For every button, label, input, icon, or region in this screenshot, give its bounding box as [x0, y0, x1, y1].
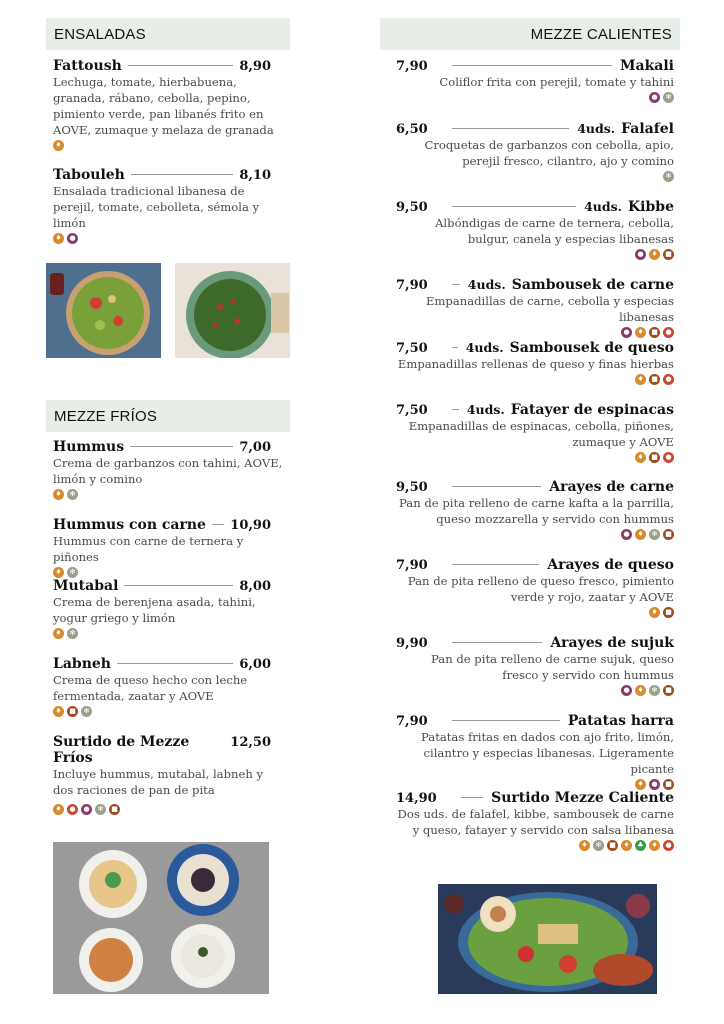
item-price: 7,90 [396, 558, 428, 573]
gluten-icon: ♦ [649, 840, 660, 851]
gluten-icon: ♦ [635, 374, 646, 385]
menu-item-mutabal [53, 578, 285, 639]
menu-item-falafel [396, 121, 674, 182]
menu-item-kibbe [396, 199, 674, 260]
item-price: 6,50 [396, 122, 428, 137]
gluten-icon: ♦ [649, 607, 660, 618]
gluten-icon: ♦ [635, 529, 646, 540]
celery-icon: ♣ [635, 840, 646, 851]
dairy-icon: ■ [663, 607, 674, 618]
item-price: 8,00 [239, 579, 271, 594]
gluten-icon: ♦ [635, 452, 646, 463]
item-name: Mutabal [53, 578, 119, 594]
item-description: Ensalada tradicional libanesa de perejil, tomate, cebolleta, sémola y limón [53, 184, 260, 230]
nuts-icon: ● [621, 327, 632, 338]
section-header-mezze-calientes [380, 18, 680, 50]
item-name: Falafel [621, 121, 674, 137]
mezze-frios-photo [53, 842, 269, 994]
sesame-icon: ✻ [67, 489, 78, 500]
menu-item-patatas-harra [396, 713, 674, 790]
dairy-icon: ■ [649, 452, 660, 463]
nuts-icon: ● [81, 804, 92, 815]
fattoush-photo [46, 263, 161, 358]
item-name: Arayes de queso [547, 557, 674, 573]
item-price: 14,90 [396, 791, 437, 806]
menu-item-sambousek-queso [396, 340, 674, 385]
menu-item-tabouleh [53, 167, 285, 244]
nuts-icon: ● [649, 779, 660, 790]
item-name: Hummus con carne [53, 517, 206, 533]
sesame-icon: ✻ [649, 529, 660, 540]
item-description: Croquetas de garbanzos con cebolla, apio, perejil fresco, cilantro, ajo y comino [424, 138, 674, 168]
section-header-ensaladas [46, 18, 290, 50]
sesame-icon: ✻ [649, 685, 660, 696]
item-price: 7,90 [396, 59, 428, 74]
egg-icon: ● [663, 374, 674, 385]
sesame-icon: ✻ [81, 706, 92, 717]
item-name: Tabouleh [53, 167, 125, 183]
sesame-icon: ✻ [663, 92, 674, 103]
section-title: MEZZE CALIENTES [530, 25, 672, 43]
item-description: Pan de pita relleno de queso fresco, pimiento verde y rojo, zaatar y AOVE [407, 574, 674, 604]
item-quantity: 4uds. [466, 402, 505, 417]
gluten-icon: ♦ [621, 840, 632, 851]
item-description: Lechuga, tomate, hierbabuena, granada, rábano, cebolla, pepino, pimiento verde, pan libanés frito en AOVE, zumaque y melaza de granada [53, 75, 274, 137]
dairy-icon: ■ [67, 706, 78, 717]
item-description: Albóndigas de carne de ternera, cebolla, bulgur, canela y especias libanesas [435, 216, 674, 246]
item-price: 8,10 [239, 168, 271, 183]
item-price: 7,90 [396, 278, 428, 293]
dairy-icon: ■ [109, 804, 120, 815]
gluten-icon: ♦ [649, 249, 660, 260]
menu-item-arayes-carne [396, 479, 674, 540]
item-description: Patatas fritas en dados con ajo frito, limón, cilantro y especias libanesas. Ligeramente picante [421, 730, 674, 776]
item-description: Crema de berenjena asada, tahini, yogur griego y limón [53, 595, 256, 625]
item-description: Dos uds. de falafel, kibbe, sambousek de carne y queso, fatayer y servido con salsa libanesa [397, 807, 674, 837]
item-price: 12,50 [230, 735, 271, 750]
item-name: Kibbe [628, 199, 674, 215]
gluten-icon: ♦ [635, 327, 646, 338]
gluten-icon: ♦ [53, 804, 64, 815]
item-name: Fattoush [53, 58, 122, 74]
gluten-icon: ♦ [53, 140, 64, 151]
section-title: MEZZE FRÍOS [54, 407, 158, 425]
item-description: Pan de pita relleno de carne kafta a la parrilla, queso mozzarella y servido con hummus [399, 496, 674, 526]
sesame-icon: ✻ [663, 171, 674, 182]
gluten-icon: ♦ [53, 489, 64, 500]
item-description: Crema de queso hecho con leche fermentada, zaatar y AOVE [53, 673, 248, 703]
nuts-icon: ● [621, 529, 632, 540]
item-description: Empanadillas rellenas de queso y finas hierbas [397, 357, 674, 371]
menu-item-hummus-con-carne [53, 517, 285, 578]
egg-icon: ● [67, 804, 78, 815]
gluten-icon: ♦ [579, 840, 590, 851]
gluten-icon: ♦ [635, 685, 646, 696]
item-name: Surtido de Mezze Fríos [53, 734, 190, 766]
item-quantity: 4uds. [465, 340, 504, 355]
item-description: Coliflor frita con perejil, tomate y tahini [439, 75, 674, 89]
gluten-icon: ♦ [53, 628, 64, 639]
item-name: Arayes de carne [549, 479, 674, 495]
sesame-icon: ✻ [67, 567, 78, 578]
item-quantity: 4uds. [467, 277, 506, 292]
item-price: 7,50 [396, 341, 428, 356]
dairy-icon: ■ [649, 374, 660, 385]
dairy-icon: ■ [649, 327, 660, 338]
egg-icon: ● [663, 452, 674, 463]
menu-item-surtido-mezze-frios [53, 734, 285, 815]
menu-item-makali [396, 58, 674, 103]
gluten-icon: ♦ [53, 567, 64, 578]
dairy-icon: ■ [663, 249, 674, 260]
tabouleh-photo [175, 263, 290, 358]
item-description: Empanadillas de carne, cebolla y especias libanesas [425, 294, 674, 324]
item-description: Incluye hummus, mutabal, labneh y dos raciones de pan de pita [53, 767, 264, 797]
menu-item-hummus [53, 439, 285, 500]
item-name: Patatas harra [567, 713, 674, 729]
menu-item-arayes-sujuk [396, 635, 674, 696]
item-price: 9,90 [396, 636, 428, 651]
dairy-icon: ■ [663, 529, 674, 540]
item-description: Empanadillas de espinacas, cebolla, piñones, zumaque y AOVE [408, 419, 674, 449]
item-name: Makali [620, 58, 674, 74]
menu-item-sambousek-carne [396, 277, 674, 338]
item-name: Sambousek de carne [511, 277, 674, 293]
section-title: ENSALADAS [54, 25, 146, 43]
section-header-mezze-frios [46, 400, 290, 432]
egg-icon: ● [663, 327, 674, 338]
item-price: 10,90 [230, 518, 271, 533]
item-price: 7,50 [396, 403, 428, 418]
menu-item-arayes-queso [396, 557, 674, 618]
gluten-icon: ♦ [53, 706, 64, 717]
nuts-icon: ● [635, 249, 646, 260]
mezze-calientes-photo [438, 884, 657, 994]
item-description: Hummus con carne de ternera y piñones [53, 534, 244, 564]
nuts-icon: ● [67, 233, 78, 244]
menu-item-fatayer-espinacas [396, 402, 674, 463]
item-quantity: 4uds. [584, 199, 623, 214]
item-price: 7,90 [396, 714, 428, 729]
item-price: 9,50 [396, 480, 428, 495]
dairy-icon: ■ [663, 685, 674, 696]
gluten-icon: ♦ [53, 233, 64, 244]
item-price: 9,50 [396, 200, 428, 215]
item-price: 8,90 [239, 59, 271, 74]
menu-item-labneh [53, 656, 285, 717]
egg-icon: ● [663, 840, 674, 851]
item-description: Crema de garbanzos con tahini, AOVE, limón y comino [53, 456, 283, 486]
gluten-icon: ♦ [635, 779, 646, 790]
item-description: Pan de pita relleno de carne sujuk, queso fresco y servido con hummus [431, 652, 674, 682]
item-name: Hummus [53, 439, 125, 455]
nuts-icon: ● [621, 685, 632, 696]
item-price: 6,00 [239, 657, 271, 672]
item-name: Surtido Mezze Caliente [491, 790, 674, 806]
item-name: Sambousek de queso [509, 340, 674, 356]
sesame-icon: ✻ [67, 628, 78, 639]
dairy-icon: ■ [663, 779, 674, 790]
menu-item-fattoush [53, 58, 285, 151]
dairy-icon: ■ [607, 840, 618, 851]
nuts-icon: ● [649, 92, 660, 103]
item-price: 7,00 [239, 440, 271, 455]
item-name: Fatayer de espinacas [510, 402, 674, 418]
sesame-icon: ✻ [593, 840, 604, 851]
menu-item-surtido-mezze-caliente [396, 790, 674, 851]
item-quantity: 4uds. [577, 121, 616, 136]
item-name: Arayes de sujuk [550, 635, 674, 651]
sesame-icon: ✻ [95, 804, 106, 815]
item-name: Labneh [53, 656, 111, 672]
